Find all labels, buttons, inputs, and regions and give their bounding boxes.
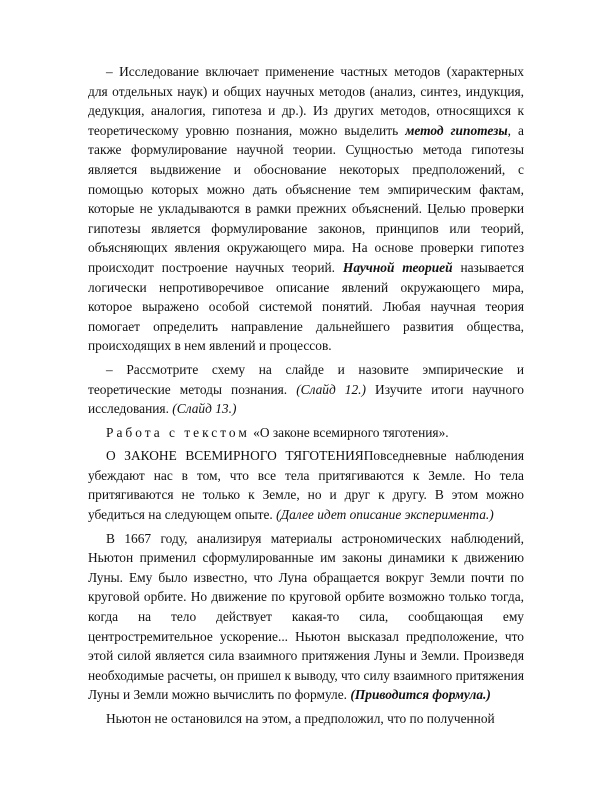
text-run: Изучите итоги научного исследования. <box>88 381 524 417</box>
paragraph-gravity-observations <box>88 446 524 524</box>
term-scientific-theory: Научной теорией <box>342 259 453 275</box>
text-run: называется логически непротиворечивое описание явлений окружающего мира, которое выражено особой системой понятий. Любая научная теория помогает определить направление дальнейшего развития общества, происходящих в нем явлений и процессов. <box>88 259 524 354</box>
experiment-note: (Далее идет описание эксперимента.) <box>276 507 494 523</box>
text-run: Ньютон не остановился на этом, а предположил, что по полученной <box>106 711 495 726</box>
paragraph-text-work <box>88 423 524 443</box>
text-run: – Рассмотрите схему на слайде и назовите эмпирические и теоретические методы познания. <box>88 361 524 397</box>
text-run: О ЗАКОНЕ ВСЕМИРНОГО ТЯГОТЕНИЯПовседневные наблюдения убеждают нас в том, что все тела притягиваются к Земле. Но тела притягиваются не только к Земле, но и друг к другу. В этом можно убедиться на следующем опыте. <box>88 448 524 523</box>
formula-note: (Приводится формула.) <box>350 687 491 703</box>
paragraph-research-methods <box>88 62 524 356</box>
text-run: В 1667 году, анализируя материалы астрономических наблюдений, Ньютон применил сформулированные им законы динамики к движению Луны. Ему было известно, что Луна обращается вокруг Земли почти по круговой орбите. Но движение по круговой орбите возможно только тогда, когда на тело действует какая-то сила, сообщающая ему центростремительное ускорение... Ньютон высказал предположение, что этой силой является сила взаимного притяжения Луны и Земли. Произведя необходимые расчеты, он пришел к выводу, что силу взаимного притяжения Луны и Земли можно вычислить по формуле. <box>88 530 524 703</box>
text-work-title: «О законе всемирного тяготения». <box>249 424 449 440</box>
text-work-label: Работа с текстом <box>106 424 250 440</box>
document-page <box>88 62 524 729</box>
slide-ref-12: (Слайд 12.) <box>296 381 366 397</box>
text-run: , а также формулирование научной теории. Сущностью метода гипотезы является выдвижение и обоснование некоторых предположений, с помощью которых можно дать объяснение тем эмпирическим фактам, которые не укладываются в рамки прежних объяснений. Целью проверки гипотезы является формулирование законов, принципов или теорий, объясняющих явления окружающего мира. На основе проверки гипотез происходит построение научных теорий. <box>88 122 524 275</box>
term-hypothesis-method: метод гипотезы <box>405 122 508 138</box>
slide-ref-13: (Слайд 13.) <box>172 401 237 417</box>
paragraph-newton-continued <box>88 709 524 729</box>
text-run: – Исследование включает применение частных методов (характерных для отдельных наук) и общих научных методов (анализ, синтез, индукция, дедукция, аналогия, гипотеза и др.). Из других методов, относящихся к теоретическому уровню познания, можно выделить <box>88 64 524 138</box>
paragraph-newton-1667 <box>88 529 524 705</box>
paragraph-slide-task <box>88 360 524 419</box>
